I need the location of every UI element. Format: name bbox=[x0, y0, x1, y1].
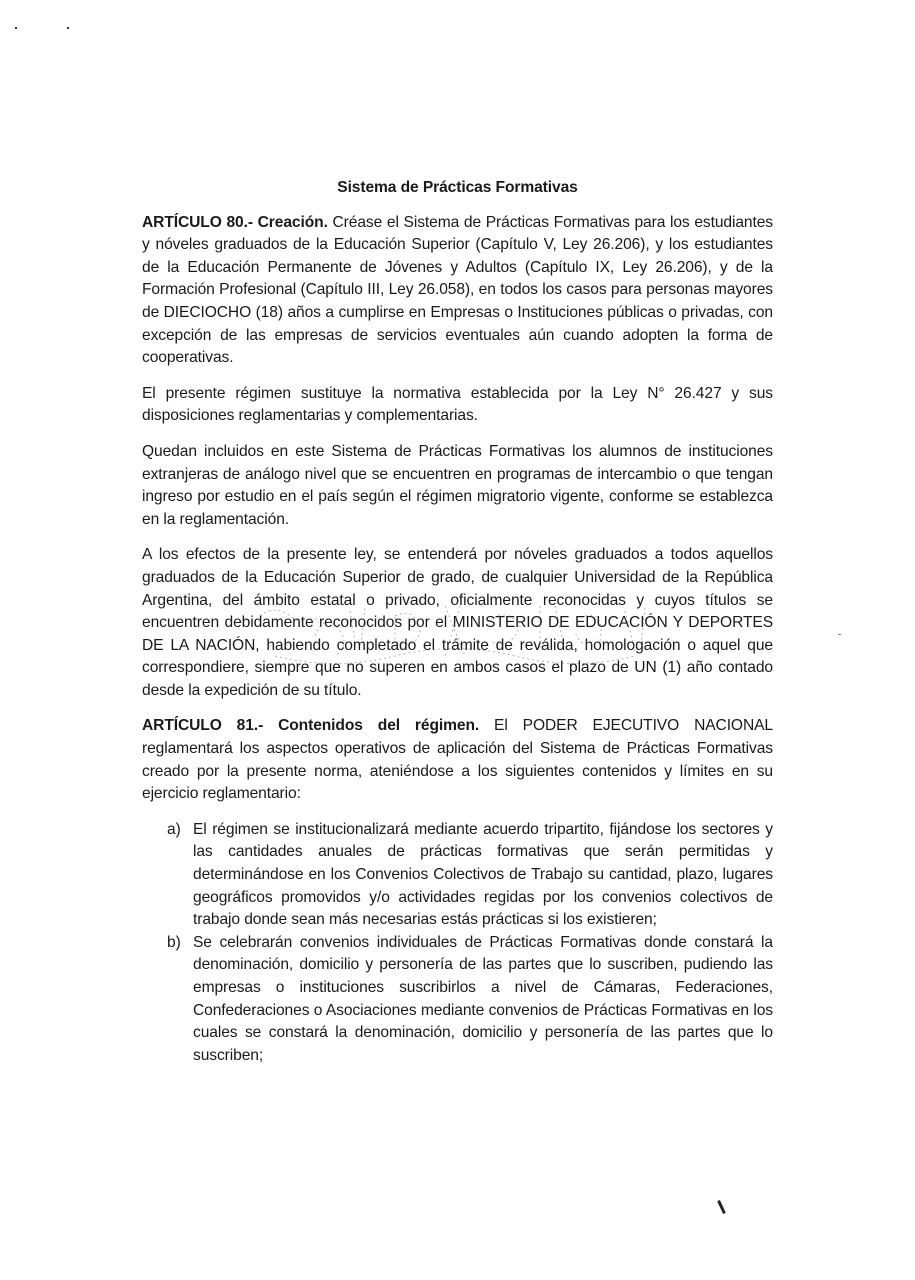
article-80-paragraph-4: A los efectos de la presente ley, se entenderá por nóveles graduados a todos aquellos graduados de la Educación Superior de grado, de cualquier Universidad de la República Argentina, del ámbito estatal o privado, oficialmente reconocidas y cuyos títulos se encuentren debidamente reconocidos por el MINISTERIO DE EDUCACIÓN Y DEPORTES DE LA NACIÓN, habiendo completado el trámite de reválida, homologación o aquel que correspondiere, siempre que no superen en ambos casos el plazo de UN (1) año contado desde la expedición de su título. bbox=[142, 546, 773, 699]
scan-speck bbox=[67, 27, 69, 29]
list-marker: a) bbox=[167, 820, 181, 838]
section-title: Sistema de Prácticas Formativas bbox=[337, 179, 578, 196]
article-81-paragraph-1 bbox=[142, 715, 773, 805]
article-81-items bbox=[142, 819, 773, 1068]
article-80-text: Créase el Sistema de Prácticas Formativas para los estudiantes y nóveles graduados de la Educación Superior (Capítulo V, Ley 26.206), y los estudiantes de la Educación Permanente de Jóvenes y Adultos (Capítulo IX, Ley 26.206), y de la Formación Profesional (Capítulo III, Ley 26.058), en todos los casos para personas mayores de DIECIOCHO (18) años a cumplirse en Empresas o Instituciones públicas o privadas, con excepción de las empresas de servicios eventuales aún cuando adopten la forma de cooperativas. bbox=[142, 213, 773, 367]
list-marker: b) bbox=[167, 933, 181, 951]
article-80-paragraph-1 bbox=[142, 212, 773, 370]
list-item-b bbox=[142, 932, 773, 1068]
list-item-a bbox=[142, 819, 773, 932]
article-80-heading: ARTÍCULO 80.- Creación. bbox=[142, 213, 328, 231]
list-item-text: El régimen se institucionalizará mediante acuerdo tripartito, fijándose los sectores y las cantidades anuales de prácticas formativas que serán permitidas y determinándose en los Convenios Colectivos de Trabajo su cantidad, plazo, lugares geográficos promovidos y/o actividades regidas por los convenios colectivos de trabajo donde sean más necesarias estás prácticas si los existieren; bbox=[193, 820, 773, 929]
article-81-text: El PODER EJECUTIVO NACIONAL reglamentará los aspectos operativos de aplicación del Sistema de Prácticas Formativas creado por la presente norma, ateniéndose a los siguientes contenidos y límites en su ejercicio reglamentario: bbox=[142, 717, 773, 803]
article-81-heading: ARTÍCULO 81.- Contenidos del régimen. bbox=[142, 717, 480, 735]
list-item-text: Se celebrarán convenios individuales de Prácticas Formativas donde constará la denominación, domicilio y personería de las partes que lo suscriben, pudiendo las empresas o instituciones suscribirlos a nivel de Cámaras, Federaciones, Confederaciones o Asociaciones mediante convenios de Prácticas Formativas en los cuales se constará la denominación, domicilio y personería de las partes que lo suscriben; bbox=[193, 933, 773, 1064]
article-80-paragraph-2: El presente régimen sustituye la normativa establecida por la Ley N° 26.427 y sus disposiciones reglamentarias y complementarias. bbox=[142, 384, 773, 425]
document-body bbox=[142, 177, 773, 1067]
margin-mark bbox=[717, 1200, 726, 1214]
scan-speck bbox=[15, 27, 17, 29]
article-80-paragraph-3: Quedan incluidos en este Sistema de Prácticas Formativas los alumnos de instituciones extranjeras de análogo nivel que se encuentren en programas de intercambio o que tengan ingreso por estudio en el país según el régimen migratorio vigente, conforme se establezca en la reglamentación. bbox=[142, 442, 773, 528]
scan-speck bbox=[838, 634, 841, 635]
